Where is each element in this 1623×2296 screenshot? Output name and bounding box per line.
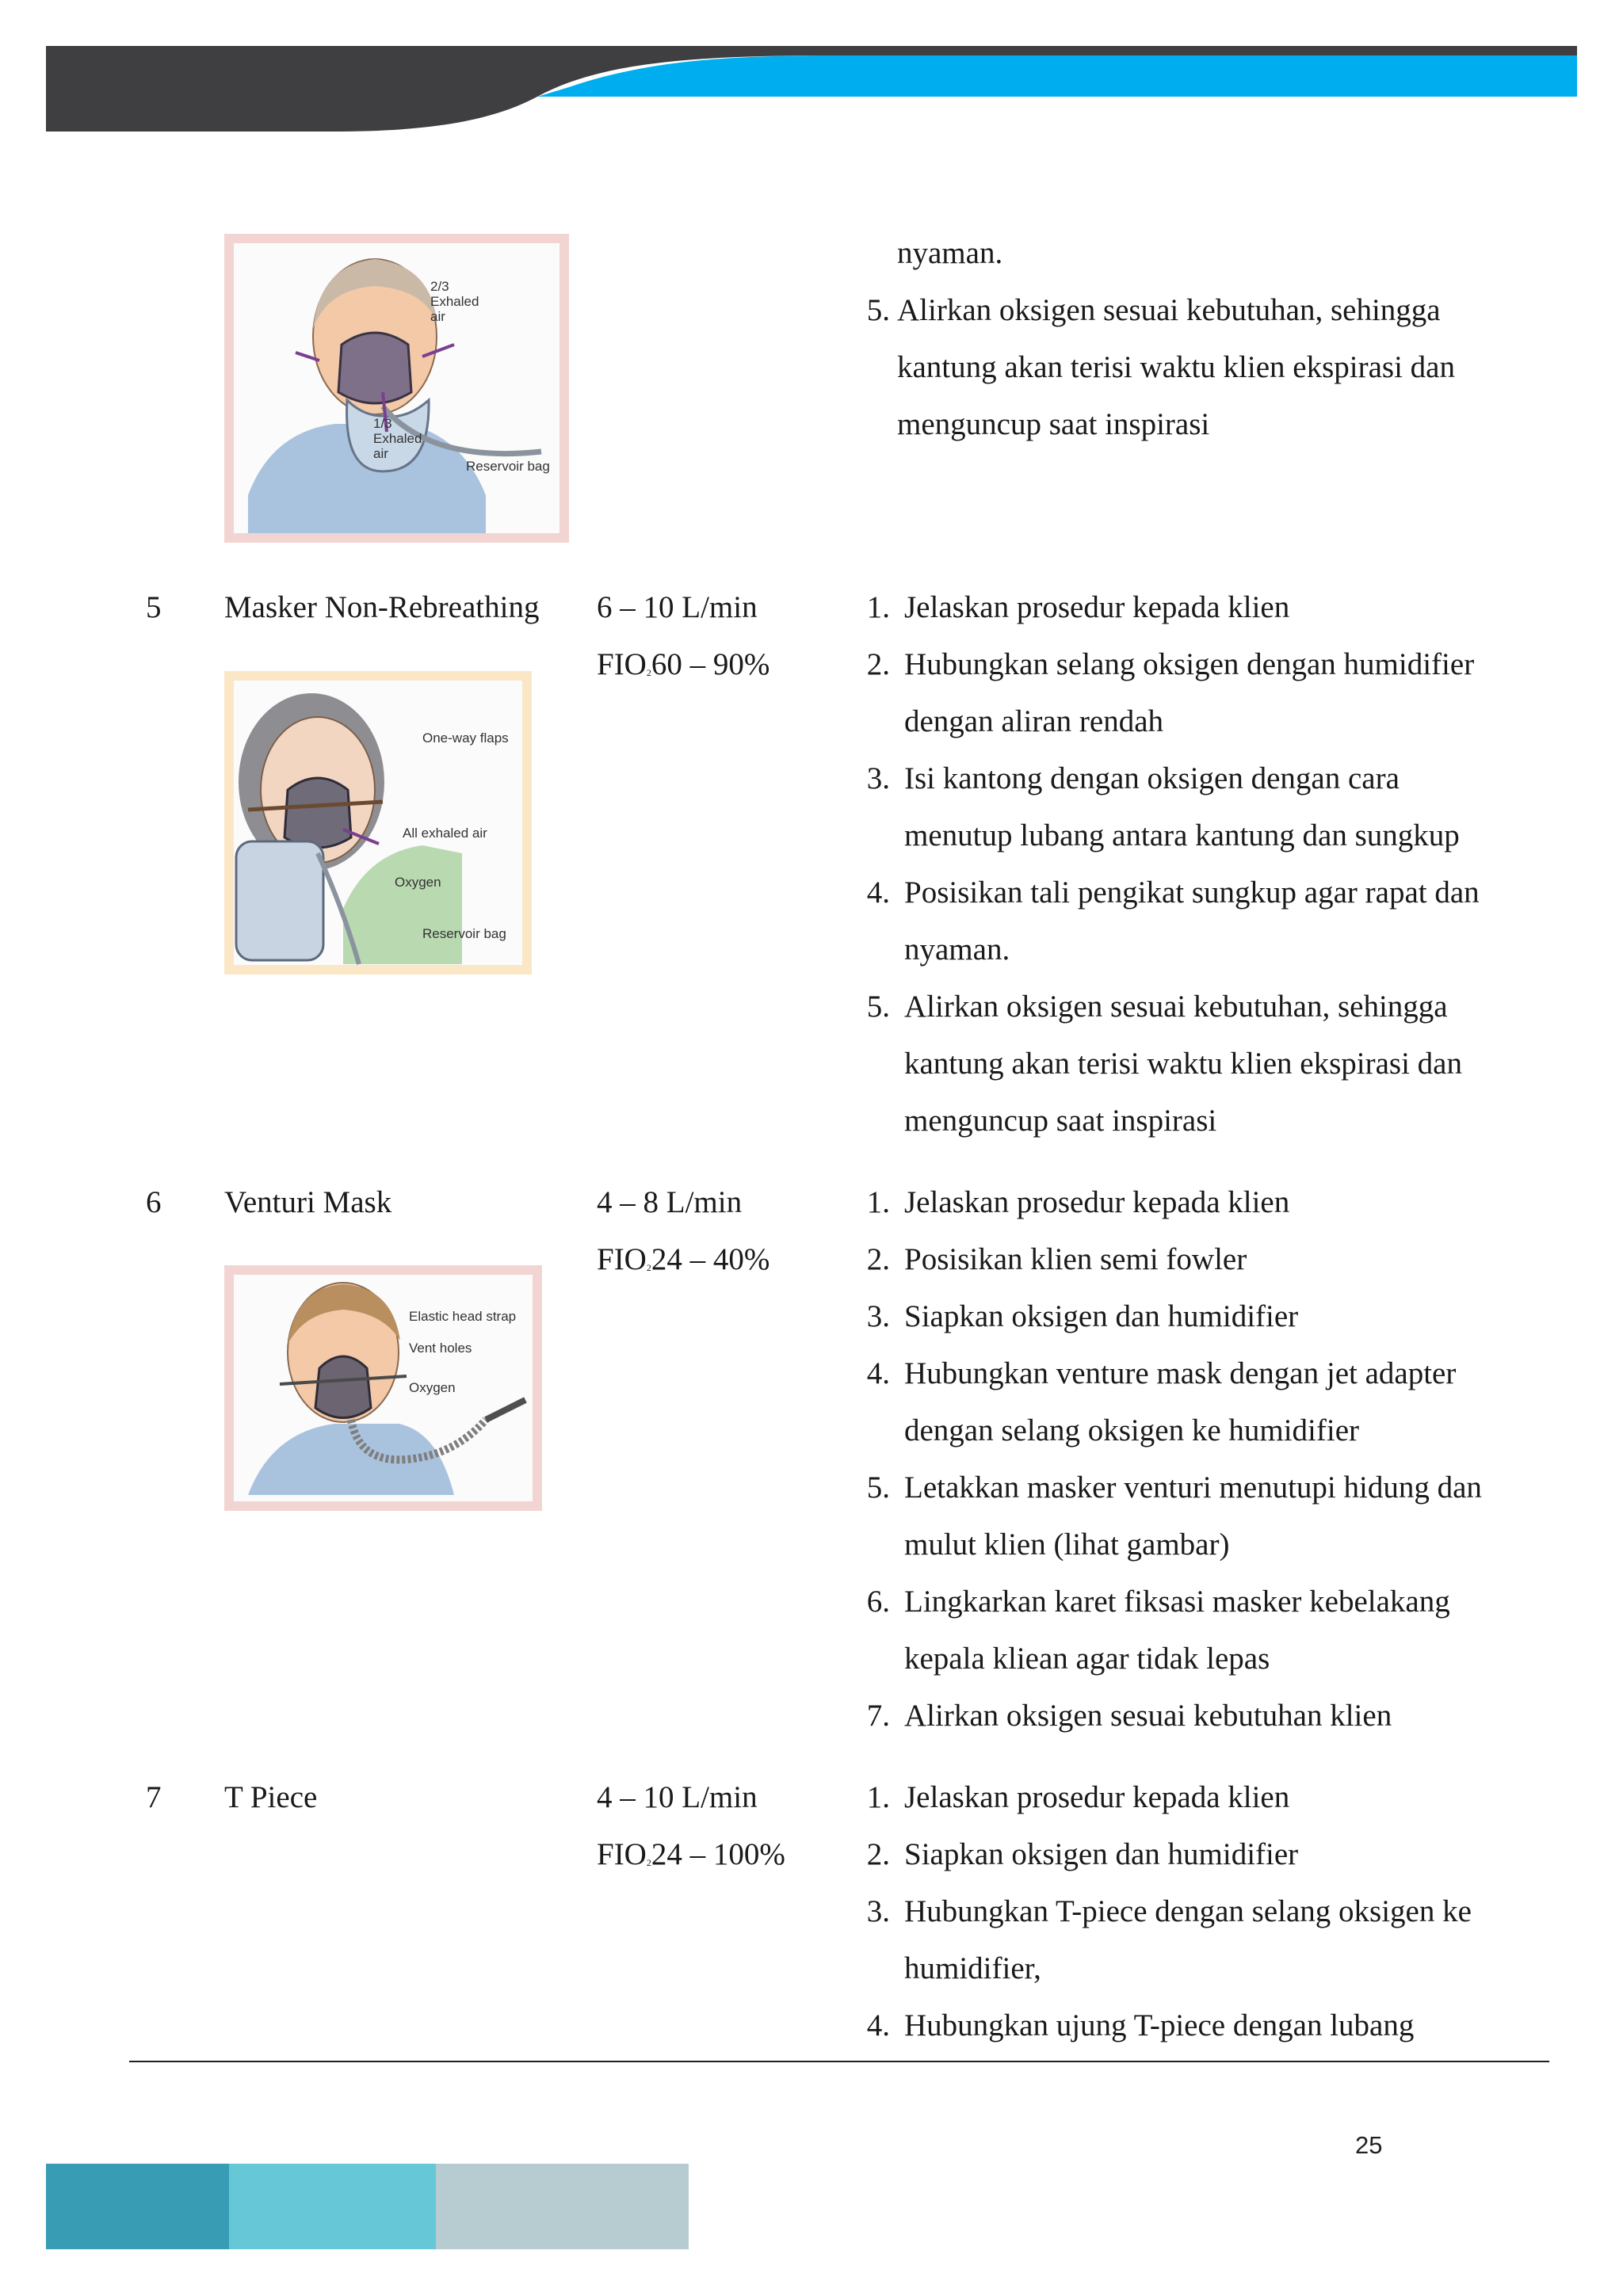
- figure-label-all-exhaled-air: All exhaled air: [403, 826, 487, 841]
- figure-venturi-mask: [224, 1265, 542, 1511]
- step-number: 2.: [866, 1242, 890, 1276]
- figure-simple-mask-reservoir: [224, 234, 569, 543]
- figure-label-1-3: 1/3: [373, 416, 392, 431]
- step-line: menguncup saat inspirasi: [904, 1104, 1217, 1138]
- row-number: 5: [146, 590, 162, 624]
- figure-label-elastic-head-strap: Elastic head strap: [409, 1309, 517, 1324]
- step-number: 4.: [866, 875, 890, 910]
- continuation-step-line: menguncup saat inspirasi: [897, 407, 1210, 441]
- figure-label-exhaled-top: Exhaled: [430, 294, 479, 309]
- row-number: 6: [146, 1185, 162, 1219]
- figure-label-air-bottom: air: [373, 446, 388, 461]
- step-number: 3.: [866, 761, 890, 795]
- step-number: 7.: [866, 1699, 890, 1733]
- step-line: Hubungkan venture mask dengan jet adapter: [904, 1356, 1457, 1390]
- figure-label-exhaled-bottom: Exhaled: [373, 431, 422, 446]
- row-fio2: $FIO_224 - 100\%$: [597, 1837, 785, 1871]
- step-line: Letakkan masker venturi menutupi hidung dan: [904, 1470, 1482, 1505]
- figure-label-vent-holes: Vent holes: [409, 1341, 472, 1356]
- step-number: 1.: [866, 1185, 890, 1219]
- continuation-tail-text: nyaman.: [897, 236, 1003, 270]
- figure-non-rebreathing-mask: [224, 671, 532, 974]
- row-flow-rate: 4 – 10 L/min: [597, 1780, 758, 1814]
- row-flow-rate: 6 – 10 L/min: [597, 590, 758, 624]
- step-number: 2.: [866, 647, 890, 681]
- figure-label-2-3: 2/3: [430, 279, 449, 294]
- step-line: kantung akan terisi waktu klien ekspirasi dan: [904, 1047, 1462, 1081]
- footer-block-1: [46, 2164, 229, 2249]
- table-bottom-rule: [129, 2061, 1549, 2062]
- footer-block-3: [436, 2164, 689, 2249]
- figure-label-air-top: air: [430, 309, 445, 324]
- step-number: 1.: [866, 590, 890, 624]
- step-line: dengan aliran rendah: [904, 704, 1164, 738]
- step-line: nyaman.: [904, 933, 1010, 967]
- row-method-name: Masker Non-Rebreathing: [224, 590, 540, 624]
- step-line: Lingkarkan karet fiksasi masker kebelakang: [904, 1585, 1450, 1619]
- continuation-step-number: 5.: [866, 293, 890, 327]
- step-line: Siapkan oksigen dan humidifier: [904, 1299, 1299, 1333]
- step-number: 3.: [866, 1299, 890, 1333]
- continuation-step-line: Alirkan oksigen sesuai kebutuhan, sehingga: [897, 293, 1441, 327]
- step-line: kepala kliean agar tidak lepas: [904, 1642, 1270, 1676]
- header-band: [46, 46, 1577, 133]
- step-line: Hubungkan selang oksigen dengan humidifier: [904, 647, 1475, 681]
- row-fio2: $FIO_260 - 90\%$: [597, 647, 770, 681]
- figure-label-reservoir-bag: Reservoir bag: [466, 459, 550, 474]
- step-line: Jelaskan prosedur kepada klien: [904, 1780, 1290, 1814]
- row-number: 7: [146, 1780, 162, 1814]
- step-number: 5.: [866, 1470, 890, 1505]
- step-number: 4.: [866, 2008, 890, 2042]
- step-line: mulut klien (lihat gambar): [904, 1527, 1230, 1562]
- step-line: Jelaskan prosedur kepada klien: [904, 1185, 1290, 1219]
- step-number: 1.: [866, 1780, 890, 1814]
- page-number: 25: [1355, 2131, 1383, 2159]
- figure-label-oxygen: Oxygen: [395, 875, 441, 890]
- step-line: Alirkan oksigen sesuai kebutuhan, sehingga: [904, 990, 1448, 1024]
- step-line: Posisikan tali pengikat sungkup agar rapat dan: [904, 875, 1480, 910]
- row-method-name: Venturi Mask: [224, 1185, 392, 1219]
- row-fio2: $FIO_224 - 40\%$: [597, 1242, 770, 1276]
- step-line: Hubungkan T-piece dengan selang oksigen ke: [904, 1894, 1472, 1928]
- step-line: Jelaskan prosedur kepada klien: [904, 590, 1290, 624]
- step-number: 5.: [866, 990, 890, 1024]
- figure-label-reservoir-bag: Reservoir bag: [422, 926, 506, 941]
- step-line: humidifier,: [904, 1951, 1041, 1985]
- row-method-name: T Piece: [224, 1780, 318, 1814]
- row-flow-rate: 4 – 8 L/min: [597, 1185, 743, 1219]
- step-line: Siapkan oksigen dan humidifier: [904, 1837, 1299, 1871]
- figure-label-oxygen: Oxygen: [409, 1380, 456, 1395]
- step-line: menutup lubang antara kantung dan sungkup: [904, 818, 1460, 852]
- step-number: 3.: [866, 1894, 890, 1928]
- step-line: Hubungkan ujung T-piece dengan lubang: [904, 2008, 1415, 2042]
- footer-block-2: [229, 2164, 436, 2249]
- step-line: dengan selang oksigen ke humidifier: [904, 1413, 1360, 1447]
- step-number: 6.: [866, 1585, 890, 1619]
- step-line: Posisikan klien semi fowler: [904, 1242, 1247, 1276]
- step-line: Isi kantong dengan oksigen dengan cara: [904, 761, 1400, 795]
- step-number: 2.: [866, 1837, 890, 1871]
- figure-label-one-way-flaps: One-way flaps: [422, 730, 509, 746]
- step-line: Alirkan oksigen sesuai kebutuhan klien: [904, 1699, 1392, 1733]
- header-accent-stripe: [537, 55, 1577, 97]
- step-number: 4.: [866, 1356, 890, 1390]
- continuation-step-line: kantung akan terisi waktu klien ekspirasi dan: [897, 350, 1455, 384]
